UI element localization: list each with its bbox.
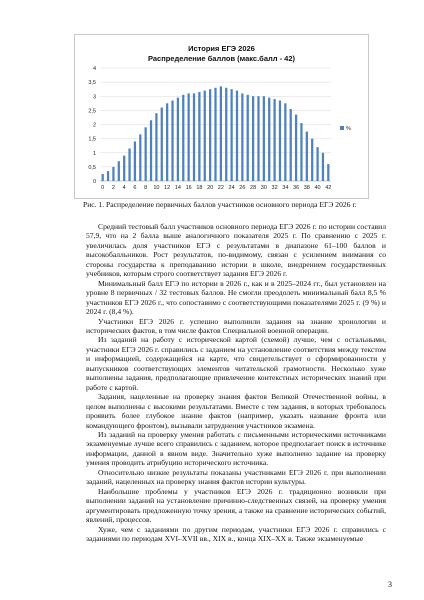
bar <box>118 161 120 181</box>
bar <box>322 153 324 181</box>
x-tick-label: 42 <box>325 185 332 191</box>
bar <box>139 134 141 181</box>
x-tick-label: 30 <box>260 185 267 191</box>
bar <box>252 96 254 181</box>
x-tick-label: 0 <box>101 185 105 191</box>
bar <box>171 100 173 181</box>
x-tick-label: 38 <box>303 185 310 191</box>
bar <box>150 120 152 181</box>
bar <box>279 100 281 181</box>
paragraph: Хуже, чем с заданиями по другим периодам, участники ЕГЭ 2026 г. справились с заданиями по периодам XVI–XVII вв., XIX в., конца XIX–XX в. Также экзаменуемые <box>86 524 386 543</box>
paragraph: Из заданий на проверку умения работать с письменными историческими источниками экзаменуемые лучше всего справились с заданием, которое предполагает поиск в источнике информации, данной в явном виде. Значительно хуже выполнено задание на проверку умения проводить атрибуцию исторического источника. <box>86 429 386 468</box>
bar <box>273 99 275 181</box>
figure-caption: Рис. 1. Распределение первичных баллов участников основного периода ЕГЭ 2026 г. <box>83 200 357 209</box>
x-tick-label: 10 <box>153 185 160 191</box>
x-tick-label: 2 <box>111 185 115 191</box>
paragraph: Задания, нацеленные на проверку знания фактов Великой Отечественной войны, в целом выполнены с высокими результатами. Вместе с тем задания, в которых требовалось проявить более глубокое знание фактов (например, указать название фронта или командующего фронтом), вызывали затруднения участников экзамена. <box>86 392 386 430</box>
chart-subtitle: Распределение баллов (макс.балл - 42) <box>147 54 296 63</box>
x-tick-label: 28 <box>250 185 257 191</box>
paragraph: Средний тестовый балл участников основного периода ЕГЭ 2026 г. по истории составил 57,9, что на 2 балла выше аналогичного показателя 2025 г. По сравнению с 2025 г. увеличилась доля участников ЕГЭ с результатами в диапазоне 61–100 баллов и высокобалльников. Рост результатов, по-видимому, связан с усилением внимания со стороны государства к преподаванию истории в школе, внедрением государственных учебников, которым строго соответствует задания ЕГЭ 2026 г. <box>86 222 386 279</box>
x-tick-label: 36 <box>293 185 300 191</box>
bar <box>241 93 243 181</box>
bar <box>145 127 147 181</box>
bar <box>209 89 211 181</box>
y-tick-label: 1,5 <box>88 136 96 143</box>
x-tick-label: 20 <box>207 185 214 191</box>
x-tick-label: 16 <box>185 185 192 191</box>
bar <box>268 98 270 181</box>
bar <box>295 115 297 181</box>
x-tick-label: 40 <box>314 185 321 191</box>
x-tick-label: 18 <box>196 185 203 191</box>
bar <box>300 123 302 181</box>
bar <box>230 89 232 181</box>
bar <box>107 171 109 181</box>
bar <box>306 132 308 181</box>
bar <box>263 96 265 181</box>
bar <box>284 103 286 181</box>
bar <box>225 88 227 181</box>
page-number: 3 <box>388 580 392 589</box>
bar <box>327 164 329 181</box>
bar <box>311 139 313 181</box>
paragraph: Из заданий на работу с исторической картой (схемой) лучше, чем с остальными, участники ЕГЭ 2026 г. справились с заданием на установление соответствия между текстом и информацией, содержащейся на карте, что свидетельствует о сформированности у выпускников соответствующих элементов читательской грамотности. Несколько хуже выполнены задания, предполагающие привлечение контекстных исторических знаний при работе с картой. <box>86 335 386 392</box>
chart-plot <box>75 35 368 198</box>
y-tick-label: 2,5 <box>88 108 96 115</box>
bar <box>198 92 200 181</box>
paragraph: Наибольшие проблемы у участников ЕГЭ 2026 г. традиционно возникли при выполнении заданий на установление причинно-следственных связей, на проверку умения аргументировать предложенную точку зрения, а также на сравнение исторических событий, явлений, процессов. <box>86 486 386 525</box>
bar <box>193 93 195 181</box>
y-tick-label: 2 <box>92 122 96 129</box>
x-tick-label: 4 <box>122 185 126 191</box>
legend-label: % <box>346 126 351 132</box>
paragraph: Минимальный балл ЕГЭ по истории в 2026 г., как и в 2025–2024 гг., был установлен на уровне 8 первичных / 32 тестовых баллов. Не смогли преодолеть минимальный балл 8,5 % участников ЕГЭ 2026 г., что сопоставимо с соответствующими показателями 2025 г. (9 %) и 2024 г. (8,4 %). <box>86 278 386 317</box>
bar <box>123 156 125 181</box>
y-tick-label: 3 <box>92 94 96 101</box>
x-tick-label: 26 <box>239 185 246 191</box>
bar <box>290 109 292 181</box>
bar <box>128 149 130 181</box>
chart-container <box>74 34 369 199</box>
x-tick-label: 22 <box>217 185 224 191</box>
bar <box>102 174 104 181</box>
x-tick-label: 8 <box>144 185 148 191</box>
x-tick-label: 14 <box>174 185 181 191</box>
body-text <box>86 222 386 543</box>
bar <box>182 95 184 181</box>
paragraph: Участники ЕГЭ 2026 г. успешно выполнили задания на знание хронологии и исторических фактов, в том числе фактов Специальной военной операции. <box>86 316 386 335</box>
y-tick-label: 1 <box>92 150 96 157</box>
paragraph: Относительно низкие результаты показаны участниками ЕГЭ 2026 г. при выполнении заданий, нацеленных на проверку знания фактов истории культуры. <box>86 467 386 487</box>
bar <box>247 95 249 181</box>
bar <box>316 147 318 181</box>
bar <box>214 88 216 181</box>
chart-title: История ЕГЭ 2026 <box>188 44 255 53</box>
bar <box>155 113 157 181</box>
y-tick-label: 4 <box>92 66 96 72</box>
bar <box>177 98 179 181</box>
x-tick-label: 6 <box>133 185 137 191</box>
bar <box>134 141 136 181</box>
x-tick-label: 12 <box>164 185 171 191</box>
bar <box>161 108 163 181</box>
x-tick-label: 32 <box>271 185 278 191</box>
bar <box>166 103 168 181</box>
y-tick-label: 3,5 <box>88 80 96 87</box>
bar <box>204 91 206 181</box>
bar <box>236 91 238 181</box>
y-tick-label: 0 <box>92 179 96 185</box>
x-tick-label: 34 <box>282 185 289 191</box>
legend-swatch <box>340 126 344 130</box>
bar <box>220 86 222 181</box>
bar <box>112 167 114 181</box>
x-tick-label: 24 <box>228 185 235 191</box>
y-tick-label: 0,5 <box>88 164 96 171</box>
bar <box>188 93 190 181</box>
bar <box>257 96 259 181</box>
